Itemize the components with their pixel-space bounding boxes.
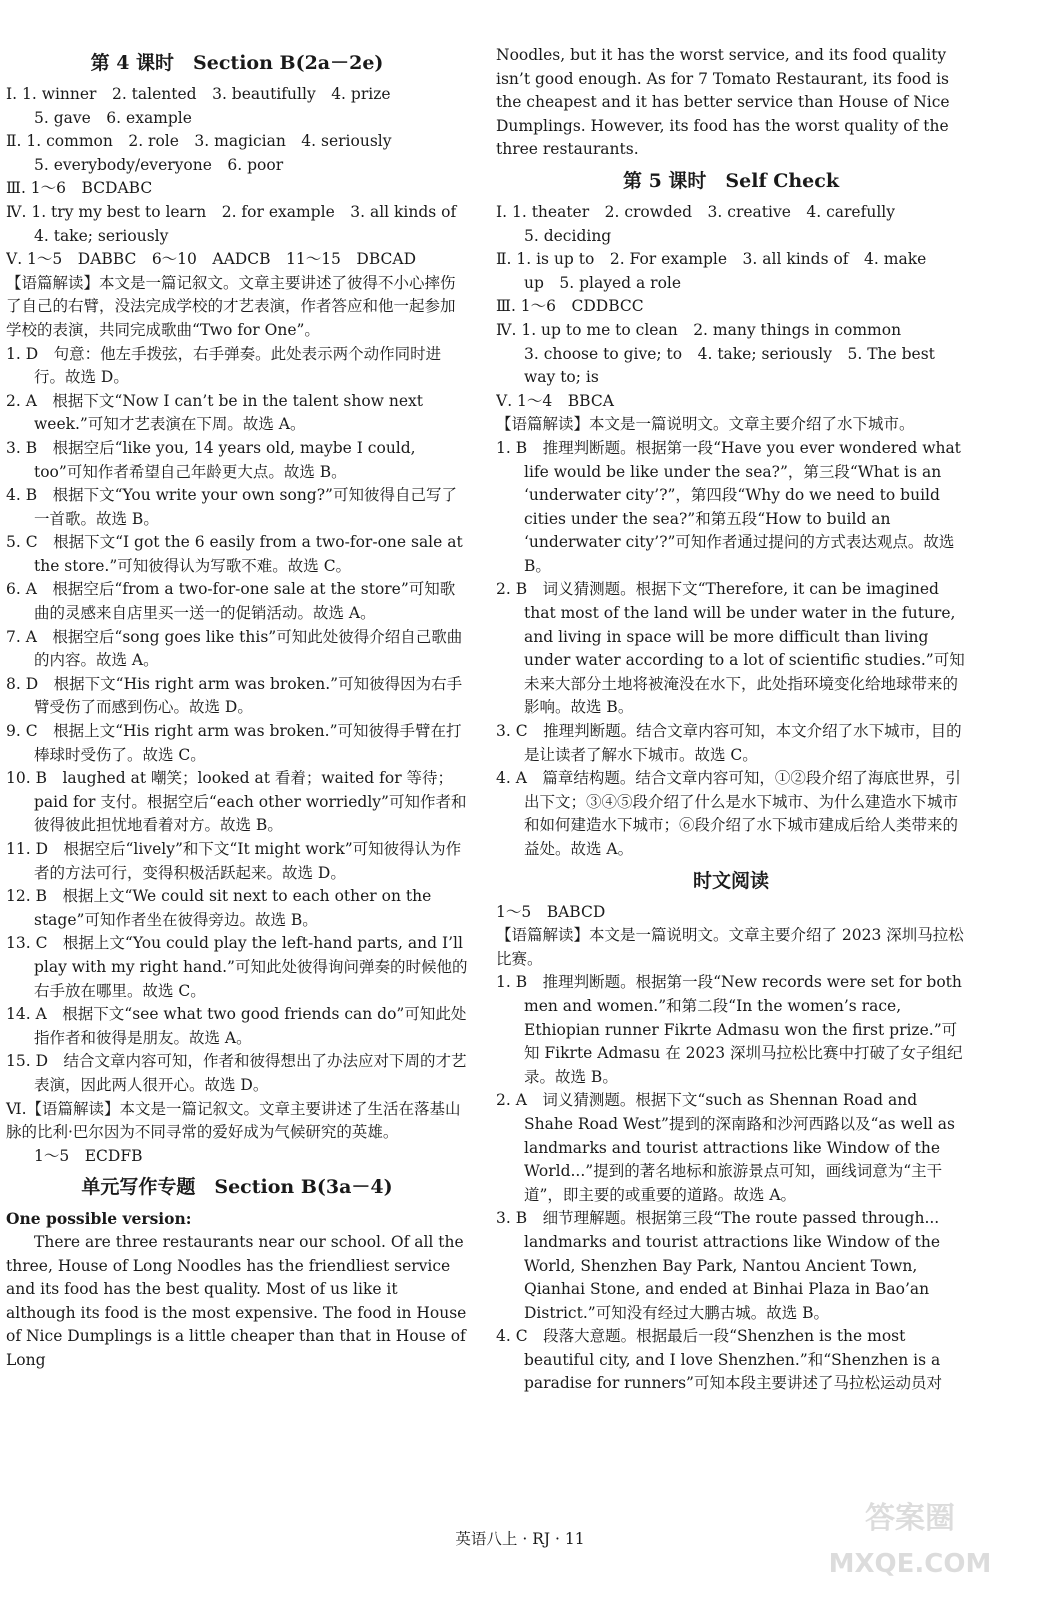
explanation-item: 5. C 根据下文“I got the 6 easily from a two-for-one sale at the store.”可知彼得认为写歌不难。故选 C。: [6, 533, 463, 575]
answer-line: 5. everybody/everyone 6. poor: [34, 155, 284, 174]
news-reading-answers: 1～5 BABCD: [496, 902, 606, 921]
answer-line: Ⅱ. 1. is up to 2. For example 3. all kinds of 4. make: [496, 250, 927, 269]
explanation-item: 4. A 篇章结构题。结合文章内容可知，①②段介绍了海底世界，引出下文；③④⑤段介绍了什么是水下城市、为什么建造水下城市和如何建造水下城市；⑥段介绍了水下城市建成后给人类带来的益处。故选 A。: [496, 769, 961, 858]
explanation-item: 10. B laughed at 嘲笑；looked at 看着；waited for 等待；paid for 支付。根据空后“each other worriedly”可知作者和彼得彼此担忧地看着对方。故选 B。: [6, 769, 467, 835]
answer-line: Ⅰ. 1. winner 2. talented 3. beautifully 4. prize: [6, 85, 391, 103]
writing-sample-continued: Noodles, but it has the worst service, and its food quality isn’t good enough. As for 7 Tomato Restaurant, its food is the cheapest and it has better service than House of Nice Dumplings. However, its food has the worst quality of the three restaurants.: [496, 46, 950, 159]
answer-line: Ⅲ. 1～6 BCDABC: [6, 179, 153, 198]
explanation-item: 2. A 根据下文“Now I can’t be in the talent show next week.”可知才艺表演在下周。故选 A。: [6, 391, 423, 434]
answer-line: Ⅳ. 1. up to me to clean 2. many things in common: [496, 320, 902, 339]
page-footer: 英语八上 · RJ · 11: [455, 1530, 585, 1548]
explanation-item: 7. A 根据空后“song goes like this”可知此处彼得介绍自己歌曲的内容。故选 A。: [6, 627, 463, 670]
explanation-item: 8. D 根据下文“His right arm was broken.”可知彼得因为右手臂受伤了而感到伤心。故选 D。: [6, 674, 463, 717]
writing-sample: There are three restaurants near our school. Of all the three, House of Long Noodles has the friendliest service and its food has the best quality. Most of us like it although its food is the most expensive. The food in House of Nice Dumplings is a little cheaper than that in House of Long: [6, 1232, 467, 1369]
explanation-item: 3. B 根据空后“like you, 14 years old, maybe I could, too”可知作者希望自己年龄更大点。故选 B。: [6, 438, 416, 481]
explanation-item: 9. C 根据上文“His right arm was broken.”可知彼得手臂在打棒球时受伤了。故选 C。: [6, 722, 462, 764]
answer-line: 5. gave 6. example: [34, 108, 192, 127]
answer-line: Ⅴ. 1～4 BBCA: [496, 391, 614, 410]
answer-line: Ⅳ. 1. try my best to learn 2. for example 3. all kinds of: [6, 202, 457, 221]
explanation-item: 4. C 段落大意题。根据最后一段“Shenzhen is the most beautiful city, and I love Shenzhen.”和“Shenzhen is a paradise for runners”可知本段主要讲述了马拉松运动员对: [496, 1327, 942, 1393]
explanation-item: 3. C 推理判断题。结合文章内容可知，本文介绍了水下城市，目的是让读者了解水下城市。故选 C。: [496, 722, 962, 764]
answer-line: 4. take; seriously: [34, 226, 169, 245]
section-title-news-reading: 时文阅读: [692, 869, 769, 892]
passage-5-explanations: [6, 343, 468, 1098]
answer-line: Ⅲ. 1～6 CDDBCC: [496, 297, 644, 316]
explanation-item: 3. B 细节理解题。根据第三段“The route passed through... landmarks and tourist attractions like Window of the World, Shenzhen Bay Park, Nantou Ancient Town, Qianhai Stone, and ended at Binhai Plaza in Bao’an District.”可知没有经过大鹏古城。故选 B。: [496, 1209, 941, 1322]
explanation-item: 1. B 推理判断题。根据第一段“Have you ever wondered what life would be like under the sea?”，第三段“What is an ‘underwater city’?”，第四段“Why do we need to build cities under the sea?”和第五段“How to build an ‘underwater city’?”可知作者通过提问的方式表达观点。故选 B。: [496, 438, 961, 575]
writing-label: One possible version:: [6, 1209, 192, 1229]
explanation-item: 1. D 句意：他左手拨弦，右手弹奏。此处表示两个动作同时进行。故选 D。: [6, 344, 442, 387]
lesson4-answers: [6, 83, 468, 272]
analysis-marathon: 【语篇解读】本文是一篇说明文。文章主要介绍了 2023 深圳马拉松比赛。: [496, 926, 964, 968]
passage-6-answers: 1～5 ECDFB: [34, 1146, 143, 1165]
answer-line: 5. deciding: [524, 226, 612, 245]
section-title-lesson4: 第 4 课时 Section B(2a－2e): [90, 52, 384, 74]
explanation-item: 6. A 根据空后“from a two-for-one sale at the store”可知歌曲的灵感来自店里买一送一的促销活动。故选 A。: [6, 580, 456, 623]
answer-line: Ⅰ. 1. theater 2. crowded 3. creative 4. carefully: [496, 202, 895, 221]
section-title-writing: 单元写作专题 Section B(3a－4): [81, 1176, 393, 1199]
watermark-line1: 答案圈: [865, 1501, 955, 1536]
explanation-item: 11. D 根据空后“lively”和下文“It might work”可知彼得认为作者的方法可行，变得积极活跃起来。故选 D。: [6, 840, 462, 882]
right-column: [496, 44, 966, 1396]
answer-line: Ⅱ. 1. common 2. role 3. magician 4. seriously: [6, 132, 392, 151]
answer-line: 3. choose to give; to 4. take; seriously 5. The best: [524, 344, 935, 363]
explanation-item: 4. B 根据下文“You write your own song?”可知彼得自己写了一首歌。故选 B。: [6, 486, 457, 528]
answer-line: Ⅴ. 1～5 DABBC 6～10 AADCB 11～15 DBCAD: [6, 250, 417, 269]
watermark-line2: MXQE.COM: [828, 1549, 992, 1579]
analysis-passage-6: Ⅵ.【语篇解读】本文是一篇记叙文。文章主要讲述了生活在落基山脉的比利·巴尔因为不同寻常的爱好成为气候研究的英雄。: [6, 1099, 461, 1142]
marathon-explanations: [496, 971, 966, 1396]
watermark-logo: [800, 1480, 1020, 1590]
explanation-item: 15. D 结合文章内容可知，作者和彼得想出了办法应对下周的才艺表演，因此两人很开心。故选 D。: [6, 1052, 467, 1094]
explanation-item: 2. A 词义猜测题。根据下文“such as Shennan Road and Shahe Road West”提到的深南路和沙河西路以及“as well as landmarks and tourist attractions like Window of the World...”提到的著名地标和旅游景点可知，画线词意为“主干道”，即主要的或重要的道路。故选 A。: [496, 1091, 955, 1204]
explanation-item: 1. B 推理判断题。根据第一段“New records were set for both men and women.”和第二段“In the women’s race, Ethiopian runner Fikrte Admasu won the first prize.”可知 Fikrte Admasu 在 2023 深圳马拉松比赛中打破了女子组纪录。故选 B。: [496, 973, 963, 1086]
explanation-item: 13. C 根据上文“You could play the left-hand parts, and I’ll play with my right hand.”可知此处彼得询问弹奏的时候他的右手放在哪里。故选 C。: [6, 934, 468, 1000]
answer-line: up 5. played a role: [524, 273, 682, 292]
lesson5-answers: [496, 201, 966, 413]
underwater-city-explanations: [496, 437, 966, 862]
section-title-lesson5: 第 5 课时 Self Check: [622, 169, 840, 192]
explanation-item: 14. A 根据下文“see what two good friends can do”可知此处指作者和彼得是朋友。故选 A。: [6, 1005, 467, 1047]
explanation-item: 2. B 词义猜测题。根据下文“Therefore, it can be imagined that most of the land will be under water in the future, and living in space will be more difficult than living under water according to a lot of scientific studies.”可知未来大部分土地将被淹没在水下，此处指环境变化给地球带来的影响。故选 B。: [496, 580, 965, 717]
answer-line: way to; is: [524, 368, 599, 387]
explanation-item: 12. B 根据上文“We could sit next to each other on the stage”可知作者坐在彼得旁边。故选 B。: [6, 887, 432, 929]
left-column: [6, 44, 468, 1372]
analysis-passage-5: 【语篇解读】本文是一篇记叙文。文章主要讲述了彼得不小心摔伤了自己的右臂，没法完成学校的才艺表演，作者答应和他一起参加学校的表演，共同完成歌曲“Two for One”。: [6, 273, 456, 339]
analysis-underwater-city: 【语篇解读】本文是一篇说明文。文章主要介绍了水下城市。: [496, 415, 915, 434]
